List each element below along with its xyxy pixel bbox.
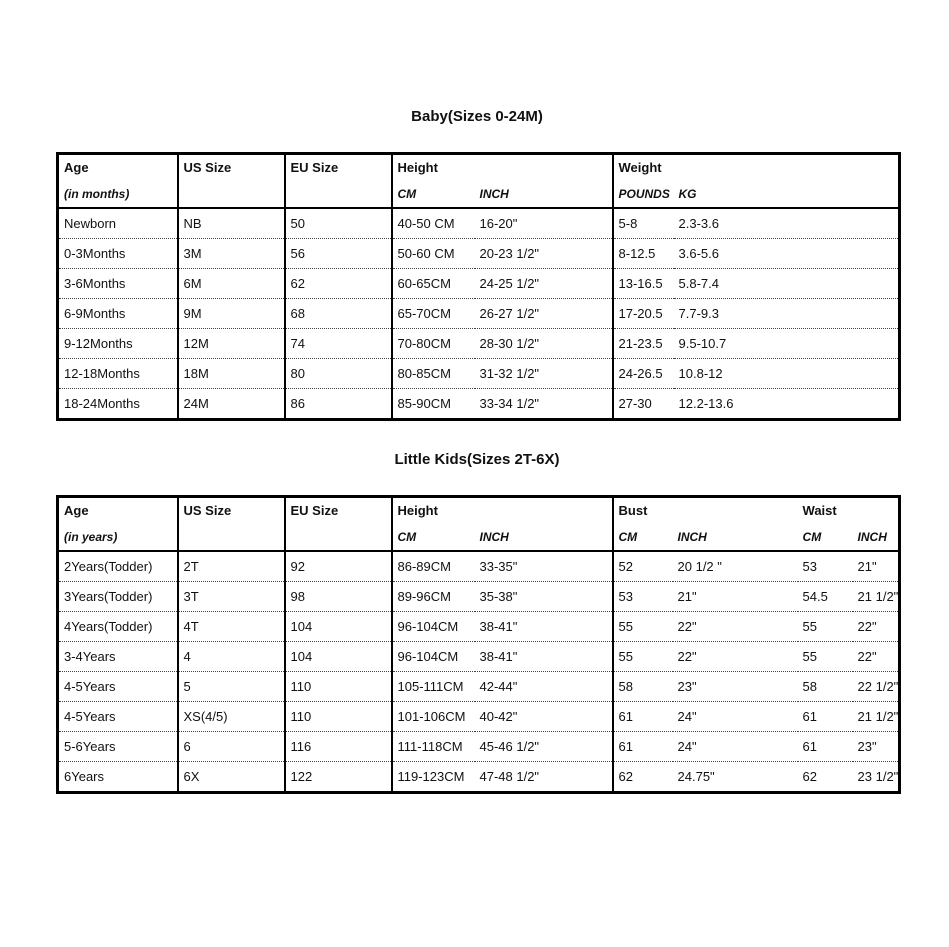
cell-weight-kg: 10.8-12 — [674, 359, 900, 389]
cell-eu-size: 50 — [285, 208, 392, 239]
table-row — [58, 329, 900, 359]
cell-height-inch: 45-46 1/2" — [475, 732, 613, 762]
cell-bust-cm: 53 — [613, 582, 673, 612]
cell-weight-pounds: 24-26.5 — [613, 359, 674, 389]
cell-age: 0-3Months — [58, 239, 178, 269]
cell-height-cm: 96-104CM — [392, 642, 475, 672]
cell-bust-cm: 52 — [613, 551, 673, 582]
baby-table-title: Baby(Sizes 0-24M) — [411, 108, 543, 125]
table-row — [58, 672, 900, 702]
cell-waist-inch: 22 1/2" — [853, 672, 900, 702]
cell-weight-kg: 12.2-13.6 — [674, 389, 900, 420]
cell-height-cm: 105-111CM — [392, 672, 475, 702]
table-row — [58, 732, 900, 762]
cell-height-cm: 50-60 CM — [392, 239, 475, 269]
cell-bust-cm: 62 — [613, 762, 673, 793]
cell-height-cm: 119-123CM — [392, 762, 475, 793]
cell-age: 5-6Years — [58, 732, 178, 762]
little-kids-table-title: Little Kids(Sizes 2T-6X) — [394, 451, 560, 468]
cell-height-cm: 111-118CM — [392, 732, 475, 762]
cell-height-inch: 31-32 1/2" — [475, 359, 613, 389]
col-header-eu-size: EU Size — [285, 154, 392, 181]
cell-age: 3Years(Todder) — [58, 582, 178, 612]
cell-age: 9-12Months — [58, 329, 178, 359]
col-subheader-bust-inch: INCH — [673, 523, 798, 551]
header-row-main — [58, 497, 900, 524]
table-row — [58, 642, 900, 672]
empty-cell — [285, 523, 392, 551]
cell-weight-kg: 2.3-3.6 — [674, 208, 900, 239]
cell-us-size: 6X — [178, 762, 285, 793]
empty-cell — [178, 523, 285, 551]
cell-waist-inch: 22" — [853, 612, 900, 642]
cell-bust-inch: 22" — [673, 612, 798, 642]
cell-eu-size: 86 — [285, 389, 392, 420]
cell-weight-kg: 3.6-5.6 — [674, 239, 900, 269]
col-subheader-weight-kg: KG — [674, 180, 900, 208]
cell-age: 6-9Months — [58, 299, 178, 329]
cell-eu-size: 104 — [285, 642, 392, 672]
cell-weight-kg: 7.7-9.3 — [674, 299, 900, 329]
cell-us-size: 3M — [178, 239, 285, 269]
cell-height-cm: 40-50 CM — [392, 208, 475, 239]
cell-us-size: 2T — [178, 551, 285, 582]
cell-us-size: XS(4/5) — [178, 702, 285, 732]
cell-height-inch: 42-44" — [475, 672, 613, 702]
col-subheader-weight-pounds: POUNDS — [613, 180, 674, 208]
col-subheader-waist-cm: CM — [798, 523, 853, 551]
cell-bust-cm: 58 — [613, 672, 673, 702]
cell-height-inch: 26-27 1/2" — [475, 299, 613, 329]
cell-weight-pounds: 17-20.5 — [613, 299, 674, 329]
cell-weight-pounds: 27-30 — [613, 389, 674, 420]
cell-weight-kg: 5.8-7.4 — [674, 269, 900, 299]
cell-waist-cm: 55 — [798, 612, 853, 642]
cell-eu-size: 104 — [285, 612, 392, 642]
cell-us-size: NB — [178, 208, 285, 239]
cell-waist-cm: 61 — [798, 702, 853, 732]
cell-eu-size: 110 — [285, 702, 392, 732]
cell-age: 4Years(Todder) — [58, 612, 178, 642]
cell-us-size: 24M — [178, 389, 285, 420]
table-row — [58, 612, 900, 642]
cell-eu-size: 116 — [285, 732, 392, 762]
col-subheader-height-inch: INCH — [475, 523, 613, 551]
cell-waist-cm: 54.5 — [798, 582, 853, 612]
col-subheader-age-unit: (in years) — [58, 523, 178, 551]
cell-us-size: 6 — [178, 732, 285, 762]
cell-height-inch: 33-35" — [475, 551, 613, 582]
cell-weight-pounds: 8-12.5 — [613, 239, 674, 269]
cell-age: 3-6Months — [58, 269, 178, 299]
cell-age: 4-5Years — [58, 672, 178, 702]
cell-height-inch: 24-25 1/2" — [475, 269, 613, 299]
cell-bust-cm: 61 — [613, 702, 673, 732]
cell-height-cm: 80-85CM — [392, 359, 475, 389]
cell-eu-size: 62 — [285, 269, 392, 299]
cell-us-size: 4T — [178, 612, 285, 642]
cell-us-size: 9M — [178, 299, 285, 329]
cell-eu-size: 80 — [285, 359, 392, 389]
header-row-main — [58, 154, 900, 181]
cell-height-cm: 101-106CM — [392, 702, 475, 732]
cell-weight-kg: 9.5-10.7 — [674, 329, 900, 359]
cell-us-size: 6M — [178, 269, 285, 299]
cell-height-inch: 33-34 1/2" — [475, 389, 613, 420]
col-subheader-age-unit: (in months) — [58, 180, 178, 208]
col-header-height: Height — [392, 497, 613, 524]
cell-bust-inch: 24.75" — [673, 762, 798, 793]
table-row — [58, 389, 900, 420]
cell-eu-size: 68 — [285, 299, 392, 329]
table-row — [58, 702, 900, 732]
cell-weight-pounds: 13-16.5 — [613, 269, 674, 299]
table-row — [58, 239, 900, 269]
cell-us-size: 12M — [178, 329, 285, 359]
table-row — [58, 299, 900, 329]
cell-height-cm: 70-80CM — [392, 329, 475, 359]
cell-eu-size: 122 — [285, 762, 392, 793]
cell-bust-inch: 22" — [673, 642, 798, 672]
col-header-eu-size: EU Size — [285, 497, 392, 524]
cell-weight-pounds: 5-8 — [613, 208, 674, 239]
cell-eu-size: 92 — [285, 551, 392, 582]
cell-age: 18-24Months — [58, 389, 178, 420]
cell-waist-inch: 21" — [853, 551, 900, 582]
cell-us-size: 4 — [178, 642, 285, 672]
empty-cell — [178, 180, 285, 208]
cell-bust-cm: 61 — [613, 732, 673, 762]
cell-weight-pounds: 21-23.5 — [613, 329, 674, 359]
col-subheader-waist-inch: INCH — [853, 523, 900, 551]
table-row — [58, 208, 900, 239]
cell-height-cm: 96-104CM — [392, 612, 475, 642]
cell-height-inch: 16-20" — [475, 208, 613, 239]
header-row-units — [58, 180, 900, 208]
cell-eu-size: 56 — [285, 239, 392, 269]
col-header-us-size: US Size — [178, 497, 285, 524]
col-header-waist: Waist — [802, 503, 837, 518]
col-header-age: Age — [58, 154, 178, 181]
cell-bust-cm: 55 — [613, 612, 673, 642]
cell-waist-inch: 21 1/2" — [853, 582, 900, 612]
cell-bust-inch: 24" — [673, 732, 798, 762]
cell-height-inch: 40-42" — [475, 702, 613, 732]
col-subheader-bust-cm: CM — [613, 523, 673, 551]
table-row — [58, 269, 900, 299]
baby-size-table — [56, 152, 901, 421]
cell-waist-inch: 22" — [853, 642, 900, 672]
header-row-units — [58, 523, 900, 551]
cell-waist-inch: 23" — [853, 732, 900, 762]
cell-height-cm: 85-90CM — [392, 389, 475, 420]
empty-cell — [285, 180, 392, 208]
cell-height-cm: 60-65CM — [392, 269, 475, 299]
cell-bust-cm: 55 — [613, 642, 673, 672]
cell-age: 3-4Years — [58, 642, 178, 672]
cell-bust-inch: 21" — [673, 582, 798, 612]
col-header-age: Age — [58, 497, 178, 524]
cell-bust-inch: 23" — [673, 672, 798, 702]
cell-height-inch: 20-23 1/2" — [475, 239, 613, 269]
cell-waist-inch: 21 1/2" — [853, 702, 900, 732]
table-row — [58, 582, 900, 612]
cell-height-inch: 38-41" — [475, 612, 613, 642]
cell-eu-size: 110 — [285, 672, 392, 702]
cell-waist-cm: 61 — [798, 732, 853, 762]
cell-waist-cm: 62 — [798, 762, 853, 793]
cell-age: Newborn — [58, 208, 178, 239]
col-header-bust: Bust — [618, 503, 648, 518]
col-subheader-height-cm: CM — [392, 180, 475, 208]
cell-waist-cm: 53 — [798, 551, 853, 582]
cell-eu-size: 98 — [285, 582, 392, 612]
table-row — [58, 762, 900, 793]
table-row — [58, 551, 900, 582]
col-subheader-height-cm: CM — [392, 523, 475, 551]
cell-age: 6Years — [58, 762, 178, 793]
cell-us-size: 3T — [178, 582, 285, 612]
cell-height-inch: 47-48 1/2" — [475, 762, 613, 793]
cell-height-cm: 89-96CM — [392, 582, 475, 612]
cell-us-size: 5 — [178, 672, 285, 702]
cell-bust-inch: 20 1/2 " — [673, 551, 798, 582]
cell-age: 2Years(Todder) — [58, 551, 178, 582]
table-row — [58, 359, 900, 389]
cell-age: 4-5Years — [58, 702, 178, 732]
cell-eu-size: 74 — [285, 329, 392, 359]
cell-waist-inch: 23 1/2" — [853, 762, 900, 793]
cell-us-size: 18M — [178, 359, 285, 389]
cell-bust-inch: 24" — [673, 702, 798, 732]
cell-waist-cm: 55 — [798, 642, 853, 672]
cell-height-cm: 65-70CM — [392, 299, 475, 329]
cell-waist-cm: 58 — [798, 672, 853, 702]
cell-height-inch: 38-41" — [475, 642, 613, 672]
col-header-weight: Weight — [618, 160, 662, 175]
col-subheader-height-inch: INCH — [475, 180, 613, 208]
col-header-us-size: US Size — [178, 154, 285, 181]
cell-age: 12-18Months — [58, 359, 178, 389]
cell-height-inch: 35-38" — [475, 582, 613, 612]
cell-height-cm: 86-89CM — [392, 551, 475, 582]
col-header-height: Height — [392, 154, 613, 181]
size-chart-page — [56, 0, 898, 794]
cell-height-inch: 28-30 1/2" — [475, 329, 613, 359]
little-kids-size-table — [56, 495, 901, 794]
